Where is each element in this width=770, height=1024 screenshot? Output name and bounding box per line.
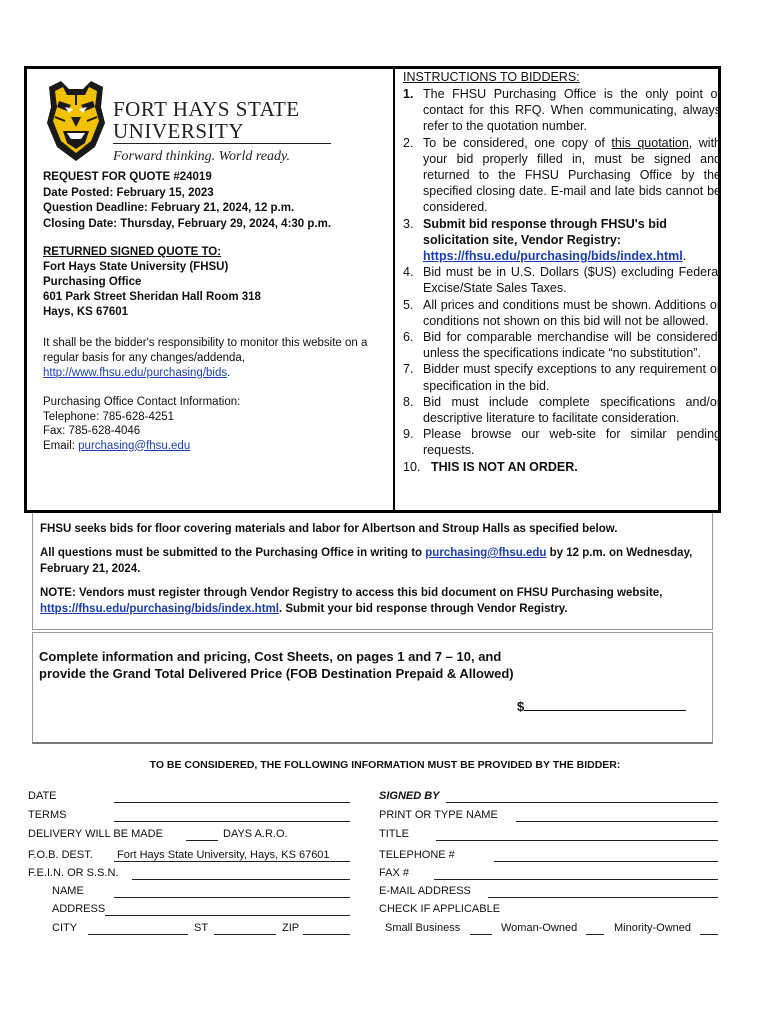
terms-label: TERMS — [28, 809, 67, 821]
return-line: 601 Park Street Sheridan Hall Room 318 — [43, 291, 261, 303]
contact-fax: Fax: 785-628-4046 — [43, 425, 141, 437]
state-label: ST — [194, 922, 209, 934]
instruction-text: Bid for comparable merchandise will be considered, unless the specifications indicate “no substitution”. — [423, 330, 721, 361]
fax-label: FAX # — [379, 867, 409, 879]
fob-value: Fort Hays State University, Hays, KS 67601 — [117, 849, 330, 861]
address-field[interactable] — [105, 915, 350, 916]
university-name-line1: FORT HAYS STATE — [113, 97, 300, 121]
fob-label: F.O.B. DEST. — [28, 849, 93, 861]
instruction-end: . — [682, 249, 687, 264]
telephone-label: TELEPHONE # — [379, 849, 455, 861]
not-an-order-text: THIS IS NOT AN ORDER. — [431, 459, 578, 474]
monitor-end: . — [227, 367, 231, 379]
pricing-line: Complete information and pricing, Cost Sheets, on pages 1 and 7 – 10, and — [39, 649, 502, 664]
delivery-label: DELIVERY WILL BE MADE — [28, 828, 163, 840]
small-business-field[interactable] — [470, 934, 492, 935]
return-line: Purchasing Office — [43, 276, 142, 288]
note-text-end: . Submit your bid response through Vendor Registry. — [278, 603, 568, 615]
instruction-text-part: Submit bid response through FHSU's bid solicitation site, Vendor Registry: — [423, 216, 667, 247]
dollar-sign: $ — [517, 699, 525, 714]
questions-text: All questions must be submitted to the Purchasing Office in writing to — [40, 547, 426, 559]
instruction-text: Bidder must specify exceptions to any requirement or specification in the bid. — [423, 362, 721, 393]
instruction-text: Please browse our web-site for similar pending requests. — [423, 427, 721, 458]
minority-owned-label: Minority-Owned — [614, 922, 692, 934]
instruction-text: All prices and conditions must be shown. Additions or conditions not shown on this bid will not be allowed. — [423, 297, 721, 328]
zip-label: ZIP — [282, 922, 300, 934]
note-text: NOTE: Vendors must register through Vendor Registry to access this bid document on FHSU Purchasing website, — [40, 587, 663, 599]
city-field[interactable] — [88, 934, 188, 935]
instruction-number: 3. — [403, 216, 414, 231]
instruction-number: 7. — [403, 362, 414, 377]
email-field[interactable] — [488, 897, 718, 898]
contact-email-label: Email: — [43, 439, 79, 452]
bids-index-link[interactable]: https://fhsu.edu/purchasing/bids/index.html — [40, 603, 279, 615]
name-field[interactable] — [114, 897, 350, 898]
woman-owned-field[interactable] — [586, 934, 604, 935]
days-aro-label: DAYS A.R.O. — [223, 828, 288, 840]
instructions-title: INSTRUCTIONS TO BIDDERS: — [403, 70, 580, 84]
pricing-line: provide the Grand Total Delivered Price (FOB Destination Prepaid & Allowed) — [39, 666, 514, 681]
instruction-number: 1. — [403, 87, 414, 101]
address-label: ADDRESS — [52, 903, 106, 915]
question-deadline: Question Deadline: February 21, 2024, 12 p.m. — [43, 202, 295, 214]
university-tagline: Forward thinking. World ready. — [113, 149, 290, 164]
minority-owned-field[interactable] — [700, 934, 718, 935]
title-label: TITLE — [379, 828, 409, 840]
date-label: DATE — [28, 790, 57, 802]
return-line: Fort Hays State University (FHSU) — [43, 261, 229, 273]
telephone-field[interactable] — [494, 861, 718, 862]
bidder-info-heading: TO BE CONSIDERED, THE FOLLOWING INFORMATION MUST BE PROVIDED BY THE BIDDER: — [149, 759, 621, 771]
email-label: E-MAIL ADDRESS — [379, 885, 471, 897]
print-name-field[interactable] — [516, 821, 718, 822]
date-field[interactable] — [114, 802, 350, 803]
woman-owned-label: Woman-Owned — [501, 922, 578, 934]
rfq-number: REQUEST FOR QUOTE #24019 — [43, 171, 212, 183]
instruction-text: Bid must be in U.S. Dollars ($US) excluding Federal Excise/State Sales Taxes. — [423, 265, 721, 296]
fax-field[interactable] — [434, 879, 718, 880]
zip-field[interactable] — [303, 934, 350, 935]
print-name-label: PRINT OR TYPE NAME — [379, 809, 498, 821]
delivery-days-field[interactable] — [186, 840, 218, 841]
title-field[interactable] — [436, 840, 718, 841]
purchasing-email-link[interactable]: purchasing@fhsu.edu — [425, 547, 547, 559]
scope-description: FHSU seeks bids for floor covering materials and labor for Albertson and Stroup Halls as specified below. — [40, 523, 618, 535]
instruction-underlined: this quotation — [611, 135, 689, 150]
signature-field[interactable] — [446, 802, 718, 803]
instruction-number: 5. — [403, 297, 414, 312]
monitor-text: It shall be the bidder's responsibility to monitor this website on a regular basis for any changes/addenda, — [43, 337, 368, 364]
questions-text-end: by 12 p.m. on Wednesday, February 21, 2024. — [40, 547, 693, 575]
instruction-text-part: , with your bid properly filled in, must be signed and returned to the FHSU Purchasing Office by the specified closing date. E-mail and late bids cannot be considered. — [423, 135, 721, 215]
instruction-number: 9. — [403, 427, 414, 442]
fob-field — [114, 861, 350, 862]
instruction-number: 8. — [403, 394, 414, 409]
fein-field[interactable] — [132, 879, 350, 880]
signed-by-label: SIGNED BY — [379, 790, 440, 802]
closing-date: Closing Date: Thursday, February 29, 2024, 4:30 p.m. — [43, 217, 332, 230]
contact-title: Purchasing Office Contact Information: — [43, 396, 241, 408]
instruction-number: 4. — [403, 265, 414, 280]
instruction-text: Bid must include complete specifications and/or descriptive literature to facilitate consideration. — [423, 394, 721, 426]
instruction-text-part: To be considered, one copy of — [423, 135, 612, 150]
instruction-number: 10. — [403, 459, 421, 474]
bids-link[interactable]: http://www.fhsu.edu/purchasing/bids — [43, 367, 228, 379]
name-label: NAME — [52, 885, 84, 897]
small-business-label: Small Business — [385, 922, 461, 934]
return-heading: RETURNED SIGNED QUOTE TO: — [43, 246, 222, 258]
check-applicable-label: CHECK IF APPLICABLE — [379, 903, 501, 915]
state-field[interactable] — [214, 934, 276, 935]
terms-field[interactable] — [114, 821, 350, 822]
vendor-registry-link[interactable]: https://fhsu.edu/purchasing/bids/index.html — [423, 249, 683, 264]
contact-telephone: Telephone: 785-628-4251 — [43, 410, 175, 423]
university-name-line2: UNIVERSITY — [113, 119, 244, 143]
instruction-number: 6. — [403, 330, 414, 345]
contact-email-link[interactable]: purchasing@fhsu.edu — [78, 439, 191, 452]
return-line: Hays, KS 67601 — [43, 306, 129, 318]
date-posted: Date Posted: February 15, 2023 — [43, 186, 214, 199]
instruction-number: 2. — [403, 135, 414, 150]
instruction-text: The FHSU Purchasing Office is the only point of contact for this RFQ. When communicating, always refer to the quotation number. — [423, 87, 721, 134]
fein-label: F.E.I.N. OR S.S.N. — [28, 867, 119, 879]
city-label: CITY — [52, 922, 78, 934]
